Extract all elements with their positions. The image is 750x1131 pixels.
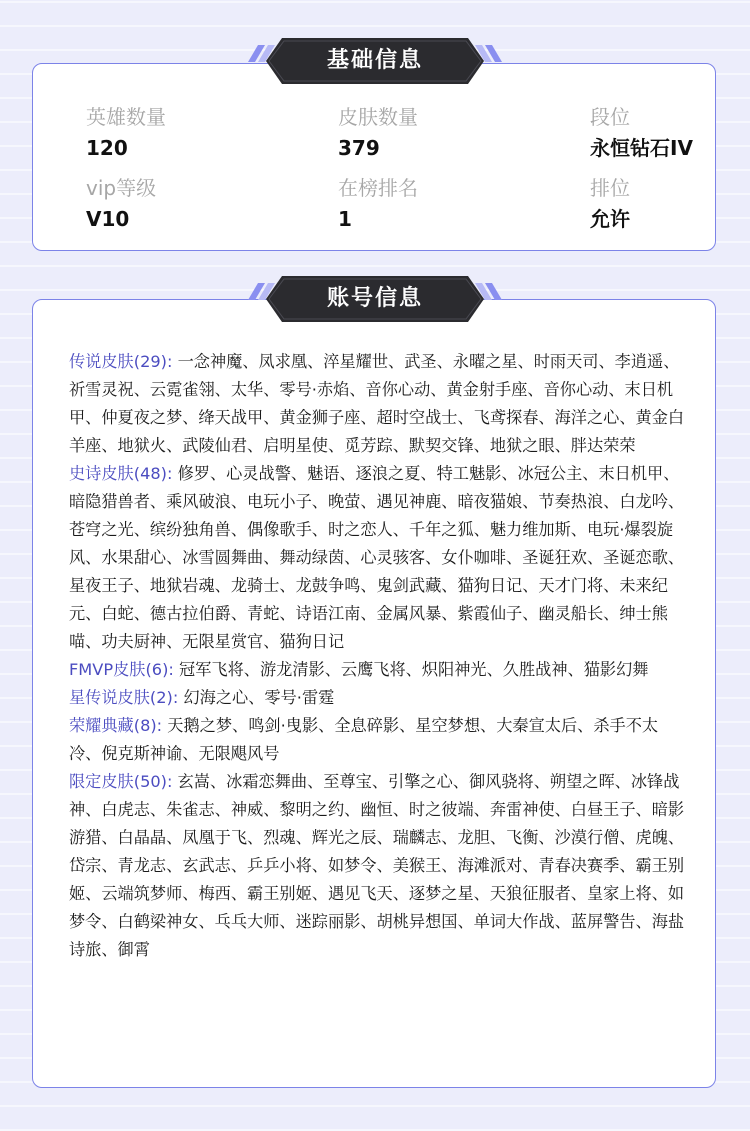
skin-count-value: 379 bbox=[338, 136, 380, 160]
skin-group-title: 史诗皮肤(48): bbox=[69, 464, 173, 483]
skin-group bbox=[69, 460, 689, 656]
skin-group bbox=[69, 684, 689, 712]
hero-count-value: 120 bbox=[86, 136, 128, 160]
leaderboard-label: 在榜排名 bbox=[338, 176, 418, 200]
ranked-value: 允许 bbox=[590, 207, 630, 231]
skin-group-items: 幻海之心、零号·雷霆 bbox=[183, 688, 335, 707]
section-banner-account bbox=[248, 276, 502, 322]
skin-group-items: 修罗、心灵战警、魅语、逐浪之夏、特工魅影、冰冠公主、末日机甲、暗隐猎兽者、乘风破浪、电玩小子、晚萤、遇见神鹿、暗夜猫娘、节奏热浪、白龙吟、苍穹之光、缤纷独角兽、偶像歌手、时之恋人、千年之狐、魅力维加斯、电玩·爆裂旋风、水果甜心、冰雪圆舞曲、舞动绿茵、心灵骇客、女仆咖啡、圣诞狂欢、圣诞恋歌、星夜王子、地狱岩魂、龙骑士、龙鼓争鸣、鬼剑武藏、猫狗日记、天才门将、未来纪元、白蛇、德古拉伯爵、青蛇、诗语江南、金属风暴、紫霞仙子、幽灵船长、绅士熊喵、功夫厨神、无限星赏官、猫狗日记 bbox=[69, 464, 685, 651]
vip-cell bbox=[86, 175, 156, 233]
rank-cell bbox=[590, 104, 693, 162]
rank-label: 段位 bbox=[590, 105, 630, 129]
skin-list bbox=[69, 348, 689, 964]
skin-group-items: 一念神魔、凤求凰、淬星耀世、武圣、永曜之星、时雨天司、李逍遥、祈雪灵祝、云霓雀翎、太华、零号·赤焰、音你心动、黄金射手座、音你心动、末日机甲、仲夏夜之梦、绛天战甲、黄金狮子座、超时空战士、飞鸢探春、海洋之心、黄金白羊座、地狱火、武陵仙君、启明星使、觅芳踪、默契交锋、地狱之眼、胖达荣荣 bbox=[69, 352, 685, 455]
skin-group bbox=[69, 768, 689, 964]
hero-count-cell bbox=[86, 104, 166, 162]
rank-value: 永恒钻石IV bbox=[590, 136, 693, 160]
account-info-card bbox=[32, 299, 716, 1088]
section-title-basic: 基础信息 bbox=[326, 48, 423, 73]
section-banner-basic bbox=[248, 38, 502, 84]
basic-info-card bbox=[32, 63, 716, 251]
skin-group bbox=[69, 348, 689, 460]
skin-group-title: 星传说皮肤(2): bbox=[69, 688, 179, 707]
leaderboard-cell bbox=[338, 175, 418, 233]
skin-group-items: 天鹅之梦、鸣剑·曳影、全息碎影、星空梦想、大秦宣太后、杀手不太冷、倪克斯神谕、无限飓风号 bbox=[69, 716, 659, 763]
hero-count-label: 英雄数量 bbox=[86, 105, 166, 129]
vip-label: vip等级 bbox=[86, 176, 157, 200]
leaderboard-value: 1 bbox=[338, 207, 352, 231]
skin-count-label: 皮肤数量 bbox=[338, 105, 418, 129]
skin-group bbox=[69, 656, 689, 684]
skin-group-title: 荣耀典藏(8): bbox=[69, 716, 163, 735]
skin-group-title: 限定皮肤(50): bbox=[69, 772, 173, 791]
vip-value: V10 bbox=[86, 207, 130, 231]
skin-group-items: 冠军飞将、游龙清影、云鹰飞将、炽阳神光、久胜战神、猫影幻舞 bbox=[179, 660, 649, 679]
ranked-cell bbox=[590, 175, 630, 233]
skin-count-cell bbox=[338, 104, 418, 162]
skin-group bbox=[69, 712, 689, 768]
skin-group-title: FMVP皮肤(6): bbox=[69, 660, 174, 679]
section-title-account: 账号信息 bbox=[326, 286, 423, 311]
skin-group-title: 传说皮肤(29): bbox=[69, 352, 173, 371]
skin-group-items: 玄嵩、冰霜恋舞曲、至尊宝、引擎之心、御风骁将、朔望之晖、冰锋战神、白虎志、朱雀志、神威、黎明之约、幽恒、时之彼端、奔雷神使、白昼王子、暗影游猎、白晶晶、凤凰于飞、烈魂、辉光之辰、瑞麟志、龙胆、飞衡、沙漠行僧、虎魄、岱宗、青龙志、玄武志、乒乒小将、如梦令、美猴王、海滩派对、青春决赛季、霸王别姬、云端筑梦师、梅西、霸王别姬、遇见飞天、逐梦之星、天狼征服者、皇家上将、如梦令、白鹤梁神女、乓乓大师、迷踪丽影、胡桃异想国、单词大作战、蓝屏警告、海盐诗旅、御霄 bbox=[69, 772, 685, 959]
ranked-label: 排位 bbox=[590, 176, 630, 200]
